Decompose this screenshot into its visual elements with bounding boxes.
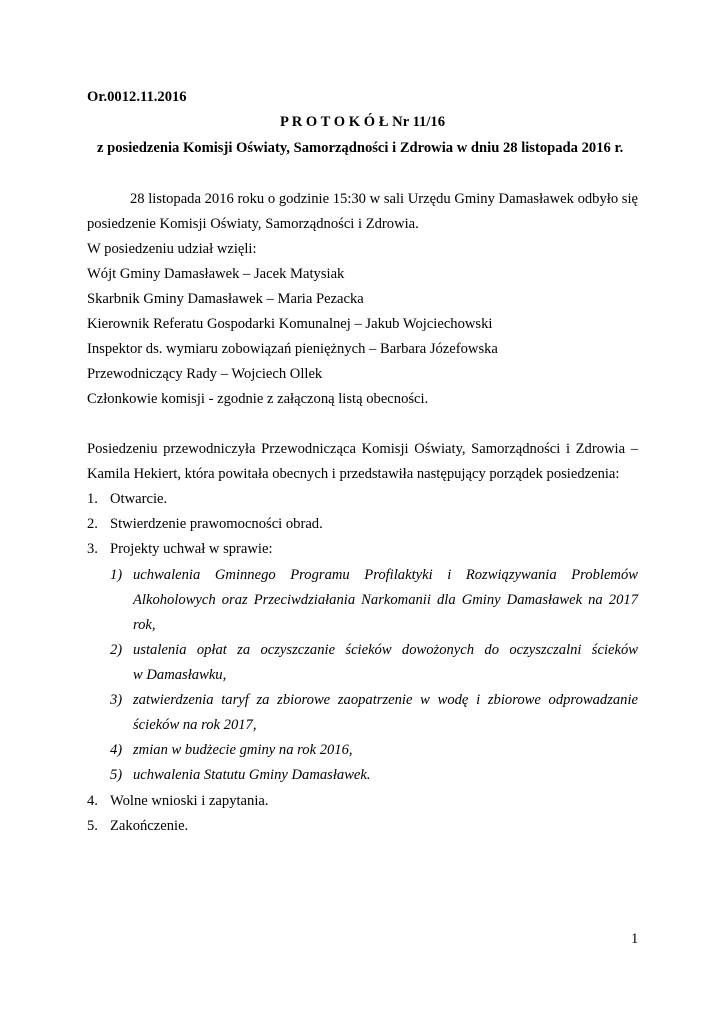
agenda-item: Stwierdzenie prawomocności obrad. [110,516,323,532]
page-number: 1 [631,931,639,947]
agenda-number: 1. [87,491,98,507]
agenda-number: 3. [87,541,98,557]
agenda-item: Wolne wnioski i zapytania. [110,793,269,809]
attendees-heading: W posiedzeniu udział wzięli: [87,241,257,257]
intro-paragraph-line-2: posiedzenie Komisji Oświaty, Samorządności i Zdrowia. [87,216,419,232]
attendee-item: Skarbnik Gminy Damasławek – Maria Pezacka [87,291,364,307]
subitem-number: 3) [110,692,123,708]
chair-paragraph-line-2: Kamila Hekiert, która powitała obecnych i przedstawiła następujący porządek posiedzenia: [87,466,620,482]
chair-paragraph-line-1: Posiedzeniu przewodniczyła Przewodnicząca Komisji Oświaty, Samorządności i Zdrowia – [87,441,638,457]
subitem-number: 1) [110,567,123,583]
attendee-item: Wójt Gminy Damasławek – Jacek Matysiak [87,266,345,282]
document-title: P R O T O K Ó Ł Nr 11/16 [279,114,446,130]
subitem-number: 5) [110,767,123,783]
subitem-text: zmian w budżecie gminy na rok 2016, [133,742,353,758]
subitem-number: 2) [110,642,123,658]
subitem-text: zatwierdzenia taryf za zbiorowe zaopatrzenie w wodę i zbiorowe odprowadzanie [133,692,638,708]
subitem-text: ustalenia opłat za oczyszczanie ścieków dowożonych do oczyszczalni ścieków [133,642,638,658]
attendee-item: Kierownik Referatu Gospodarki Komunalnej – Jakub Wojciechowski [87,316,493,332]
subitem-number: 4) [110,742,123,758]
attendee-item: Członkowie komisji - zgodnie z załączoną listą obecności. [87,391,429,407]
agenda-item: Projekty uchwał w sprawie: [110,541,273,557]
subitem-text: w Damasławku, [133,667,227,683]
subitem-text: Alkoholowych oraz Przeciwdziałania Narkomanii dla Gminy Damasławek na 2017 [133,592,638,608]
agenda-number: 4. [87,793,98,809]
document-subtitle: z posiedzenia Komisji Oświaty, Samorządności i Zdrowia w dniu 28 listopada 2016 r. [97,140,624,156]
attendee-item: Inspektor ds. wymiaru zobowiązań pieniężnych – Barbara Józefowska [87,341,498,357]
subitem-text: rok, [133,617,156,633]
subitem-text: ścieków na rok 2017, [133,717,257,733]
intro-paragraph-line-1: 28 listopada 2016 roku o godzinie 15:30 w sali Urzędu Gminy Damasławek odbyło się [130,191,638,207]
subitem-text: uchwalenia Statutu Gminy Damasławek. [133,767,371,783]
agenda-item: Otwarcie. [110,491,168,507]
document-reference: Or.0012.11.2016 [87,89,187,105]
agenda-item: Zakończenie. [110,818,189,834]
agenda-number: 2. [87,516,98,532]
attendee-item: Przewodniczący Rady – Wojciech Ollek [87,366,323,382]
agenda-number: 5. [87,818,98,834]
subitem-text: uchwalenia Gminnego Programu Profilaktyki i Rozwiązywania Problemów [133,567,638,583]
